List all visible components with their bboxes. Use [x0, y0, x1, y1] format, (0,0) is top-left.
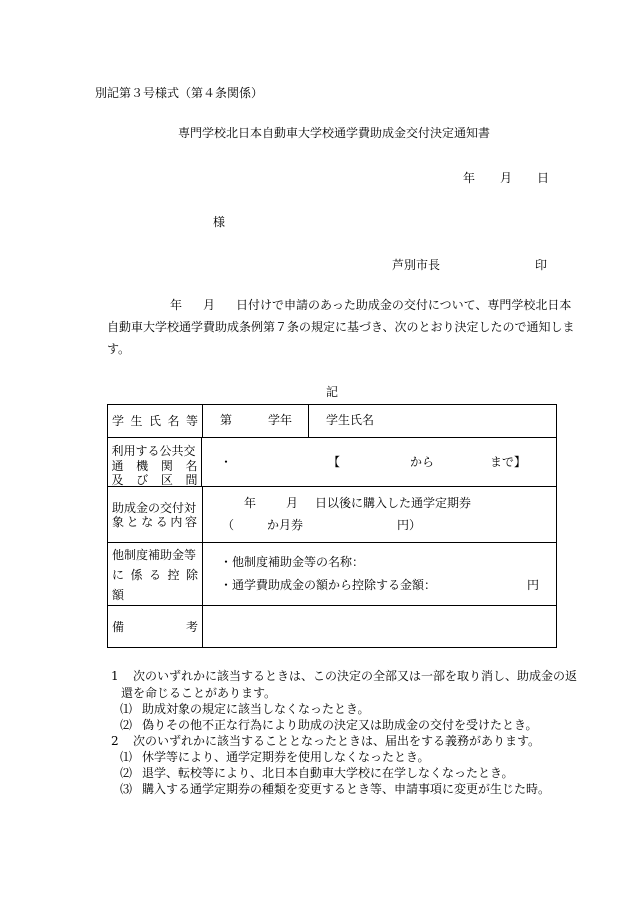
purchase-year-label: 年 [244, 496, 257, 510]
deduction-label-line: に 係 る 控 除 額 [112, 567, 198, 602]
note-subitem-text: 休学等により、通学定期券を使用しなくなったとき。 [142, 750, 430, 764]
note-text: 次のいずれかに該当することとなったときは、届出をする義務があります。 [133, 734, 541, 748]
student-row [108, 405, 556, 437]
grade-suffix: 学年 [268, 413, 293, 427]
note-subitem-number: ⑵ [120, 766, 133, 780]
note-number: 1 [111, 669, 119, 683]
issue-date-year-label: 年 [463, 171, 476, 185]
ticket-months-label: か月券 [267, 518, 304, 532]
purchase-text: 日以後に購入した通学定期券 [315, 496, 472, 510]
note-text: 還を命じることがあります。 [121, 686, 277, 700]
issue-date-month-label: 月 [500, 171, 513, 185]
student-label: 学 生 氏 名 等 [112, 413, 198, 428]
subsidy-target-label-line: 象となる内容 [112, 515, 200, 529]
deduction-amount-label: ・通学費助成金の額から控除する金額： [220, 578, 437, 592]
note-subitem-number: ⑴ [120, 702, 133, 716]
decision-table [107, 404, 557, 648]
remarks-label-cell [108, 606, 203, 648]
note-number: 2 [111, 734, 119, 748]
subsidy-target-row [108, 486, 556, 543]
remarks-label: 備 考 [112, 619, 198, 634]
subsidy-target-label-line: 助成金の交付対 [112, 500, 197, 515]
deduction-label-line: 他制度補助金等 [112, 547, 197, 562]
remarks-row [108, 605, 556, 648]
ticket-paren-open: （ [222, 518, 235, 532]
addressee-honorific: 様 [213, 215, 226, 229]
body-line: す。 [107, 342, 131, 356]
grade-prefix: 第 [220, 413, 233, 427]
note-subitem-text: 購入する通学定期券の種類を変更するとき等、申請事項に変更が生じた時。 [142, 782, 551, 796]
student-name-label: 学生氏名 [326, 413, 375, 427]
form-number-label: 別記第３号様式（第４条関係） [95, 86, 264, 100]
other-program-name-label: ・他制度補助金等の名称： [220, 555, 365, 569]
transit-label-line: 利用する公共交 [111, 444, 196, 458]
ki-label: 記 [326, 385, 339, 399]
column-divider [308, 405, 309, 437]
note-subitem-number: ⑴ [120, 750, 133, 764]
route-bracket-open: 【 [328, 455, 341, 469]
deduction-yen-label: 円 [527, 578, 540, 592]
transit-row [108, 437, 556, 487]
purchase-month-label: 月 [286, 496, 299, 510]
note-subitem-text: 偽りその他不正な行為により助成の決定又は助成金の交付を受けたとき。 [142, 718, 538, 732]
transit-bullet: ・ [220, 455, 233, 469]
issuer-title: 芦別市長 [392, 258, 441, 272]
body-line: 自動車大学校通学費助成条例第７条の規定に基づき、次のとおり決定したので通知しま [107, 320, 575, 334]
transit-label-line: 及 び 区 間 [111, 473, 198, 487]
issuer-seal: 印 [535, 258, 548, 272]
route-from-label: から [410, 455, 435, 469]
transit-label-cell [108, 438, 202, 487]
issue-date-day-label: 日 [537, 171, 550, 185]
application-month-label: 月 [203, 298, 216, 312]
document-title: 専門学校北日本自動車大学校通学費助成金交付決定通知書 [178, 126, 491, 140]
body-line: 日付けで申請のあった助成金の交付について、専門学校北日本 [236, 298, 572, 312]
deduction-row [108, 542, 556, 606]
note-subitem-number: ⑶ [120, 782, 133, 796]
note-subitem-text: 退学、転校等により、北日本自動車大学校に在学しなくなったとき。 [142, 766, 514, 780]
note-subitem-text: 助成対象の規定に該当しなくなったとき。 [142, 702, 370, 716]
route-to-label: まで】 [490, 455, 527, 469]
note-subitem-number: ⑵ [120, 718, 133, 732]
transit-label-line: 通 機 関 名 [111, 458, 198, 473]
deduction-label-cell [108, 543, 203, 606]
subsidy-target-label-cell [108, 487, 203, 543]
student-label-cell [108, 405, 203, 437]
application-year-label: 年 [170, 298, 183, 312]
ticket-yen-label: 円） [397, 518, 422, 532]
note-text: 次のいずれかに該当するときは、この決定の全部又は一部を取り消し、助成金の返 [133, 669, 578, 683]
